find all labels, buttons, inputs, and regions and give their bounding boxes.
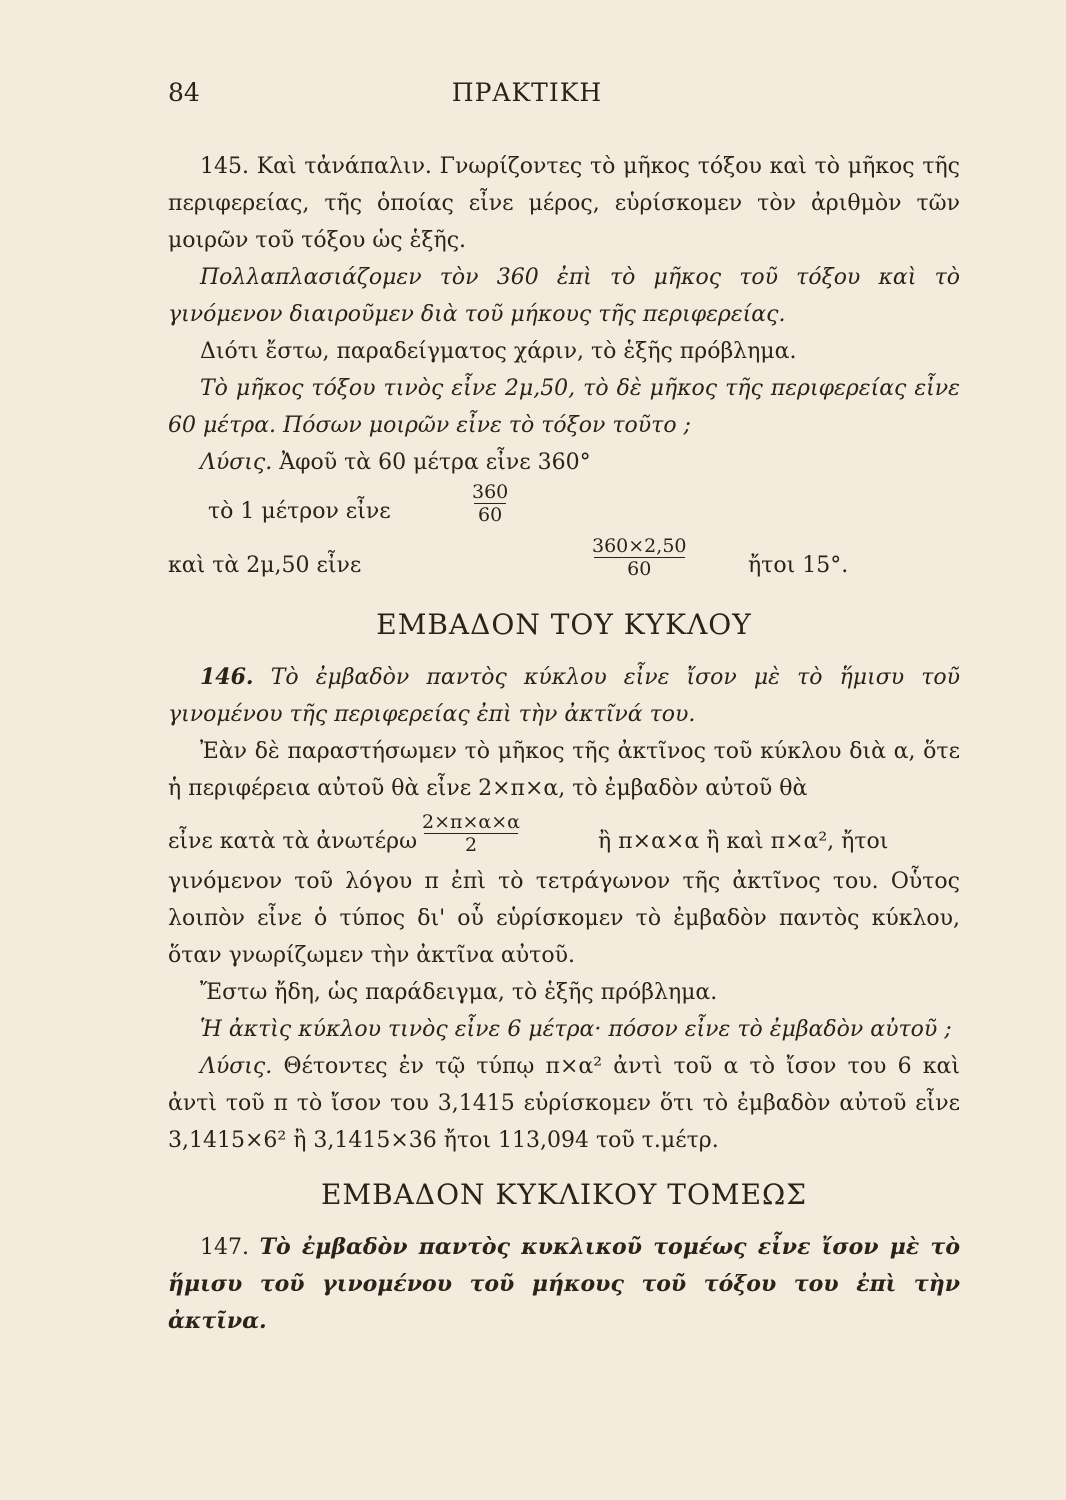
problem-146 [168,1011,960,1048]
paragraph-145 [168,148,960,259]
rule-146 [168,659,960,733]
rule-text: Τὸ ἐμβαδὸν παντὸς κύκλου εἶνε ἴσον μὲ τὸ ἥμισυ τοῦ γινομένου τῆς περιφερείας ἐπὶ τὴν ἀκτῖνά του. [168,665,960,727]
rule-145 [168,259,960,333]
calc-left: καὶ τὰ 2μ,50 εἶνε [168,553,362,578]
section-heading-circle-area: ΕΜΒΑΔΟΝ ΤΟΥ ΚΥΚΛΟΥ [376,608,752,641]
section-number: 145. [200,154,249,179]
denominator: 60 [478,504,503,526]
section-number: 146. [200,664,254,690]
calc-left: τὸ 1 μέτρον εἶνε [208,499,391,524]
numerator: 360 [472,481,509,503]
solution-text: Ἀφοῦ τὰ 60 μέτρα εἶνε 360° [279,450,591,475]
problem-text: Ἡ ἀκτὶς κύκλου τινὸς εἶνε 6 μέτρα· πόσον εἶνε τὸ ἐμβαδὸν αὐτοῦ ; [200,1017,952,1042]
running-title: ΠΡΑΚΤΙΚΗ [451,78,603,107]
rule-147 [168,1229,960,1340]
calc-line-2 [168,531,960,589]
solution-145 [168,444,960,481]
numerator: 360×2,50 [592,535,687,557]
problem-text: Τὸ μῆκος τόξου τινὸς εἶνε 2μ,50, τὸ δὲ μῆκος τῆς περιφερείας εἶνε 60 μέτρα. Πόσων μοιρῶν εἶνε τὸ τόξον τοῦτο ; [168,376,960,438]
fraction [588,535,691,580]
rule-text: Πολλαπλασιάζομεν τὸν 360 ἐπὶ τὸ μῆκος τοῦ τόξου καὶ τὸ γινόμενον διαιροῦμεν διὰ τοῦ μήκους τῆς περιφερείας. [168,265,960,327]
page-body [168,148,960,1340]
page-number: 84 [168,78,200,107]
problem-145 [168,370,960,444]
solution-label: Λύσις. [200,450,273,475]
section-heading-sector-area: ΕΜΒΑΔΟΝ ΚΥΚΛΙΚΟΥ ΤΟΜΕΩΣ [320,1178,808,1211]
fraction [468,481,512,526]
example-intro-145: Διότι ἔστω, παραδείγματος χάριν, τὸ ἑξῆς πρόβλημα. [200,339,797,364]
formula-left: εἶνε κατὰ τὰ ἀνωτέρω [168,829,418,854]
solution-146 [168,1048,960,1159]
paragraph-146-a: Ἐὰν δὲ παραστήσωμεν τὸ μῆκος τῆς ἀκτῖνος τοῦ κύκλου διὰ α, ὅτε ἡ περιφέρεια αὐτοῦ θὰ εἶνε 2×π×α, τὸ ἐμβαδὸν αὐτοῦ θὰ [168,739,960,801]
numerator: 2×π×α×α [422,811,520,833]
calc-right: ἤτοι 15°. [748,553,849,578]
formula-right: ἢ π×α×α ἢ καὶ π×α², ἤτοι [598,829,889,854]
rule-text: Τὸ ἐμβαδὸν παντὸς κυκλικοῦ τομέως εἶνε ἴσον μὲ τὸ ἥμισυ τοῦ γινομένου τοῦ μήκους τοῦ τόξου του ἐπὶ τὴν ἀκτῖνα. [168,1234,960,1334]
denominator: 2 [464,834,478,856]
formula-line [168,807,960,863]
paragraph-text: Καὶ τἀνάπαλιν. Γνωρίζοντες τὸ μῆκος τόξου καὶ τὸ μῆκος τῆς περιφερείας, τῆς ὁποίας εἶνε μέρος, εὑρίσκομεν τὸν ἀριθμὸν τῶν μοιρῶν τοῦ τόξου ὡς ἑξῆς. [168,154,961,253]
paragraph-146-b: γινόμενον τοῦ λόγου π ἐπὶ τὸ τετράγωνον τῆς ἀκτῖνος του. Οὗτος λοιπὸν εἶνε ὁ τύπος δι' οὗ εὑρίσκομεν τὸ ἐμβαδὸν παντὸς κύκλου, ὅταν γνωρίζωμεν τὴν ἀκτῖνα αὐτοῦ. [168,869,960,968]
calc-line-1 [168,481,960,531]
page-header [168,78,946,118]
fraction [418,811,524,856]
section-number: 147. [200,1235,249,1260]
solution-label: Λύσις. [200,1054,273,1079]
denominator: 60 [627,558,652,580]
example-intro-146: Ἔστω ἤδη, ὡς παράδειγμα, τὸ ἑξῆς πρόβλημα. [200,980,718,1005]
solution-text: Θέτοντες ἐν τῷ τύπῳ π×α² ἀντὶ τοῦ α τὸ ἴσον του 6 καὶ ἀντὶ τοῦ π τὸ ἴσον του 3,1415 εὑρίσκομεν ὅτι τὸ ἐμβαδὸν αὐτοῦ εἶνε 3,1415×6² ἢ 3,1415×36 ἤτοι 113,094 τοῦ τ.μέτρ. [168,1054,960,1153]
